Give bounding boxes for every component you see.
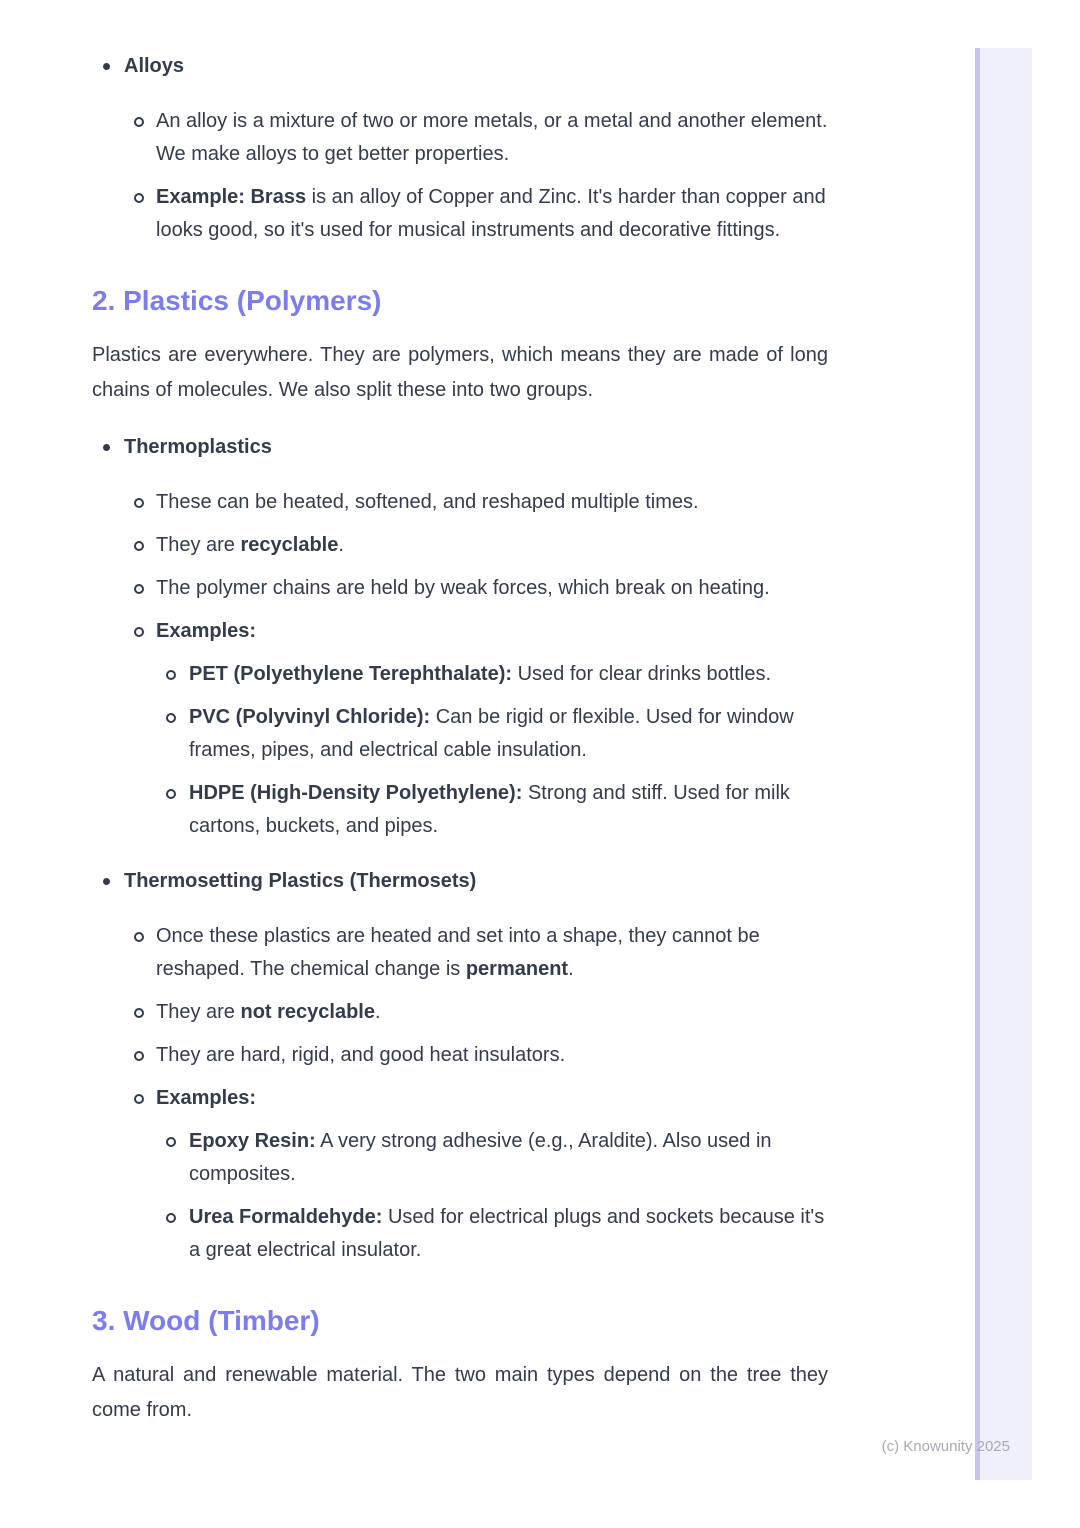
list-item [92,486,828,519]
urea-bold: Urea Formaldehyde: [189,1206,383,1228]
hdpe-rest: Strong and stiff. Used for milk cartons, buckets, and pipes. [189,782,790,837]
thermoplastics-section [92,431,828,843]
thermoplastics-sublist [92,486,828,843]
thermoplastics-item2-bold: recyclable [240,534,339,556]
urea-rest: Used for electrical plugs and sockets because it's a great electrical insulator. [189,1206,825,1261]
list-item-pet [92,658,828,691]
alloys-item2-bold: Example: Brass [156,186,307,208]
thermoplastics-examples-label: Examples: [156,620,257,642]
list-item-alloys-title [92,50,828,83]
list-item-urea [92,1201,828,1267]
thermosets-title: Thermosetting Plastics (Thermosets) [124,870,477,892]
list-item [92,1039,828,1072]
list-item [92,529,828,562]
alloys-section [92,50,828,247]
pet-rest: Used for clear drinks bottles. [512,663,772,685]
list-item-thermosets-title [92,865,828,898]
content-area [92,50,828,1428]
thermosets-item2-pre: They are [156,1001,241,1023]
thermosets-examples-label: Examples: [156,1087,257,1109]
alloys-item2-rest: is an alloy of Copper and Zinc. It's harder than copper and looks good, so it's used for musical instruments and decorative fittings. [156,186,826,241]
alloys-title: Alloys [124,55,185,77]
epoxy-bold: Epoxy Resin: [189,1130,316,1152]
wood-heading: 3. Wood (Timber) [92,1305,320,1336]
thermoplastics-item1-text: These can be heated, softened, and reshaped multiple times. [156,491,699,513]
thermosets-item1-bold: permanent [465,958,569,980]
wood-intro-paragraph: A natural and renewable material. The two main types depend on the tree they come from. [92,1364,828,1421]
list-item-pvc [92,701,828,767]
list-item-hdpe [92,777,828,843]
thermoplastics-item2-post: . [338,534,344,556]
thermoplastics-item2-pre: They are [156,534,241,556]
hdpe-bold: HDPE (High-Density Polyethylene): [189,782,523,804]
list-item-epoxy [92,1125,828,1191]
list-item-thermoplastics-title [92,431,828,464]
list-item [92,105,828,171]
plastics-intro-paragraph: Plastics are everywhere. They are polymers, which means they are made of long chains of molecules. We also split these into two groups. [92,344,828,401]
thermosets-sublist [92,920,828,1267]
plastics-heading: 2. Plastics (Polymers) [92,285,382,316]
thermosets-item2-bold: not recyclable [240,1001,375,1023]
page-edge-strip [975,48,1032,1480]
thermosets-section [92,865,828,1267]
copyright-watermark: (c) Knowunity 2025 [881,1438,1010,1455]
list-item-examples [92,615,828,648]
alloys-sublist [92,105,828,247]
thermosets-item1-pre: Once these plastics are heated and set into a shape, they cannot be reshaped. The chemical change is [156,925,760,980]
list-item [92,572,828,605]
epoxy-rest: A very strong adhesive (e.g., Araldite). Also used in composites. [189,1130,772,1185]
list-item-examples [92,1082,828,1115]
pet-bold: PET (Polyethylene Terephthalate): [189,663,513,685]
list-item [92,920,828,986]
thermosets-examples-sublist [92,1125,828,1267]
thermosets-item3-text: They are hard, rigid, and good heat insulators. [156,1044,566,1066]
thermosets-item1-post: . [568,958,574,980]
alloys-item1-text: An alloy is a mixture of two or more metals, or a metal and another element. We make alloys to get better properties. [156,110,828,165]
thermoplastics-item3-text: The polymer chains are held by weak forces, which break on heating. [156,577,770,599]
thermoplastics-title: Thermoplastics [124,436,272,458]
thermosets-item2-post: . [375,1001,381,1023]
pvc-rest: Can be rigid or flexible. Used for window frames, pipes, and electrical cable insulation. [189,706,794,761]
list-item [92,996,828,1029]
thermoplastics-examples-sublist [92,658,828,843]
list-item [92,181,828,247]
pvc-bold: PVC (Polyvinyl Chloride): [189,706,431,728]
